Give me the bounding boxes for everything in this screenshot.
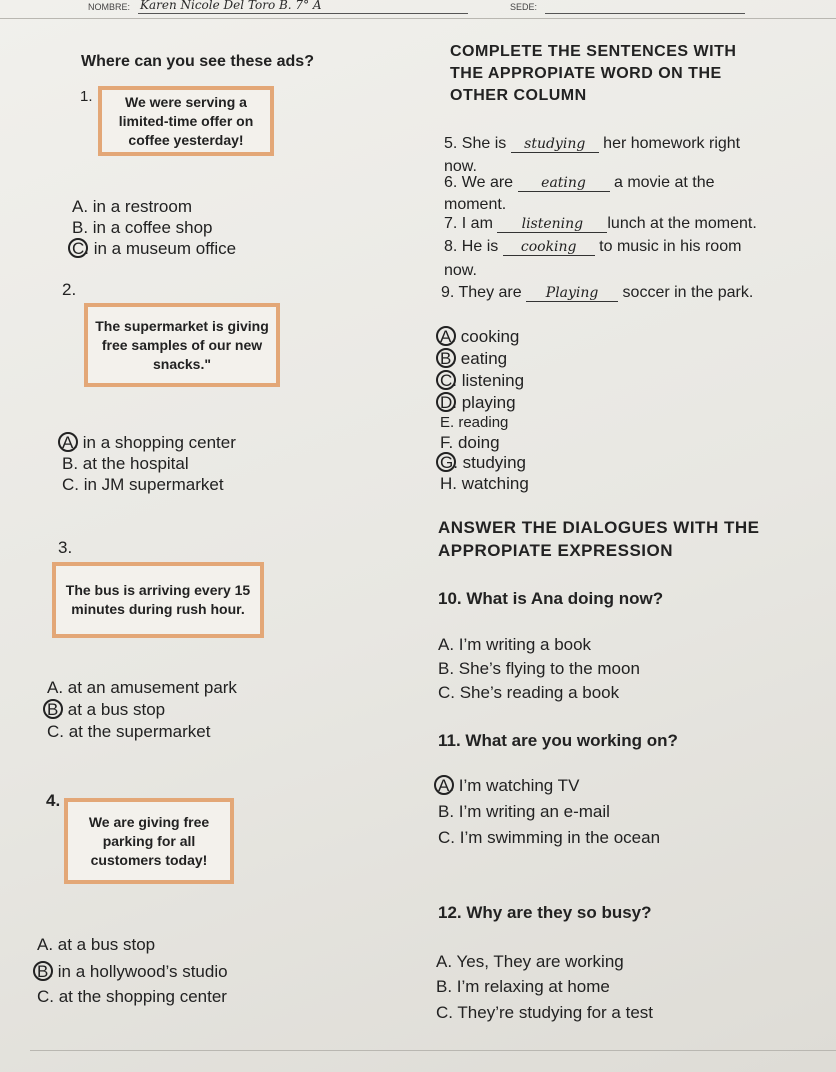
sentence-7	[444, 215, 757, 233]
ad-box-2	[84, 303, 280, 387]
section1-title-line2: THE APPROPIATE WORD ON THE	[450, 65, 722, 82]
sentence-9	[441, 284, 753, 302]
dialogue-12-question: 12. Why are they so busy?	[438, 903, 652, 922]
item-4-option-a[interactable]: A. at a bus stop	[37, 935, 156, 954]
word-bank-f: F. doing	[440, 433, 500, 452]
item-1-option-c[interactable]: C. in a museum office	[72, 239, 237, 258]
sentence-5-pre: 5. She is	[444, 135, 507, 152]
ad-box-1	[98, 86, 274, 156]
word-bank-h: H. watching	[440, 474, 529, 493]
item-4-option-c[interactable]: C. at the shopping center	[37, 987, 227, 1006]
word-bank-a: A. cooking	[440, 327, 520, 346]
dialogue-12-option-c[interactable]: C. They’re studying for a test	[436, 1003, 654, 1022]
word-bank-b-circle	[436, 348, 456, 368]
word-bank-e: E. reading	[440, 414, 509, 431]
name-underline	[138, 13, 468, 14]
sentence-8-answer[interactable]: cooking	[503, 239, 595, 256]
dialogue-11-question: 11. What are you working on?	[438, 731, 678, 750]
section2-title-line1: ANSWER THE DIALOGUES WITH THE	[438, 518, 760, 537]
sentence-6-pre: 6. We are	[444, 174, 514, 191]
item-1-answer-circle	[68, 238, 88, 258]
item-3-option-a[interactable]: A. at an amusement park	[47, 678, 237, 697]
item-2-option-a[interactable]: A. in a shopping center	[62, 433, 236, 452]
sentence-9-pre: 9. They are	[441, 284, 522, 301]
word-bank-c-circle	[436, 370, 456, 390]
item-4-number: 4.	[46, 791, 61, 810]
sentence-6-answer[interactable]: eating	[518, 175, 610, 192]
sentence-5-answer[interactable]: studying	[511, 136, 599, 153]
item-2-option-c[interactable]: C. in JM supermarket	[62, 475, 224, 494]
word-bank-c: C. listening	[440, 371, 525, 390]
dialogue-11-option-b[interactable]: B. I’m writing an e-mail	[438, 802, 610, 821]
word-bank-d: D. playing	[440, 393, 516, 412]
sentence-5	[444, 135, 740, 153]
item-3-option-c[interactable]: C. at the supermarket	[47, 722, 211, 741]
ad-box-4	[64, 798, 234, 884]
dialogue-10-option-a[interactable]: A. I’m writing a book	[438, 635, 592, 654]
sentence-6-cont: moment.	[444, 196, 507, 213]
name-label: NOMBRE:	[88, 2, 131, 12]
item-4-answer-circle	[33, 961, 53, 981]
item-2-answer-circle	[58, 432, 78, 452]
item-3-number: 3.	[58, 538, 73, 557]
sentence-5-cont: now.	[444, 158, 477, 175]
left-question: Where can you see these ads?	[81, 53, 314, 70]
ad-text-3: The bus is arriving every 15 minutes during rush hour.	[65, 582, 251, 617]
sentence-6-post: a movie at the	[613, 174, 715, 191]
sentence-7-pre: 7. I am	[444, 215, 493, 232]
sentence-8	[444, 238, 741, 256]
name-handwritten: Karen Nicole Del Toro B. 7° A	[140, 0, 322, 12]
sentence-7-post: lunch at the moment.	[607, 215, 757, 232]
item-3-option-b[interactable]: B. at a bus stop	[47, 700, 166, 719]
item-2-option-b[interactable]: B. at the hospital	[62, 454, 189, 473]
section1-title-line3: OTHER COLUMN	[450, 87, 587, 104]
ad-text-2: The supermarket is giving free samples of our new snacks."	[95, 317, 269, 372]
word-bank-b: B. eating	[440, 349, 508, 368]
sentence-9-answer[interactable]: Playing	[526, 285, 618, 302]
dialogue-11-answer-circle	[434, 775, 454, 795]
section1-title-line1: COMPLETE THE SENTENCES WITH	[450, 43, 737, 60]
word-bank-g-circle	[436, 452, 456, 472]
dialogue-10-option-b[interactable]: B. She’s flying to the moon	[438, 659, 640, 678]
word-bank-a-circle	[436, 326, 456, 346]
sentence-9-post: soccer in the park.	[622, 284, 754, 301]
ad-box-3	[52, 562, 264, 638]
section2-title-line2: APPROPIATE EXPRESSION	[438, 541, 674, 560]
dialogue-12-option-a[interactable]: A. Yes, They are working	[436, 952, 624, 971]
sede-underline	[545, 13, 745, 14]
word-bank-d-circle	[436, 392, 456, 412]
word-bank-g: G. studying	[440, 453, 526, 472]
sentence-8-cont: now.	[444, 262, 477, 279]
bottom-border	[30, 1050, 836, 1051]
dialogue-10-option-c[interactable]: C. She’s reading a book	[438, 683, 620, 702]
dialogue-12-option-b[interactable]: B. I’m relaxing at home	[436, 977, 610, 996]
sede-label: SEDE:	[510, 2, 538, 12]
item-1-number: 1.	[80, 88, 93, 105]
sentence-6	[444, 174, 714, 192]
ad-text-4: We are giving free parking for all customers today!	[88, 813, 210, 868]
dialogue-11-option-c[interactable]: C. I’m swimming in the ocean	[438, 828, 661, 847]
sentence-8-pre: 8. He is	[444, 238, 499, 255]
item-3-answer-circle	[43, 699, 63, 719]
dialogue-10-question: 10. What is Ana doing now?	[438, 589, 664, 608]
sentence-5-post: her homework right	[603, 135, 741, 152]
sentence-7-answer[interactable]: listening	[497, 216, 607, 233]
sentence-8-post: to music in his room	[599, 238, 742, 255]
ad-text-1: We were serving a limited-time offer on coffee yesterday!	[118, 93, 254, 148]
dialogue-11-option-a[interactable]: A. I’m watching TV	[438, 776, 580, 795]
item-4-option-b[interactable]: B. in a hollywood’s studio	[37, 962, 228, 981]
item-2-number: 2.	[62, 280, 77, 299]
item-1-option-a[interactable]: A. in a restroom	[72, 197, 192, 216]
item-1-option-b[interactable]: B. in a coffee shop	[72, 218, 213, 237]
top-border	[0, 18, 836, 19]
